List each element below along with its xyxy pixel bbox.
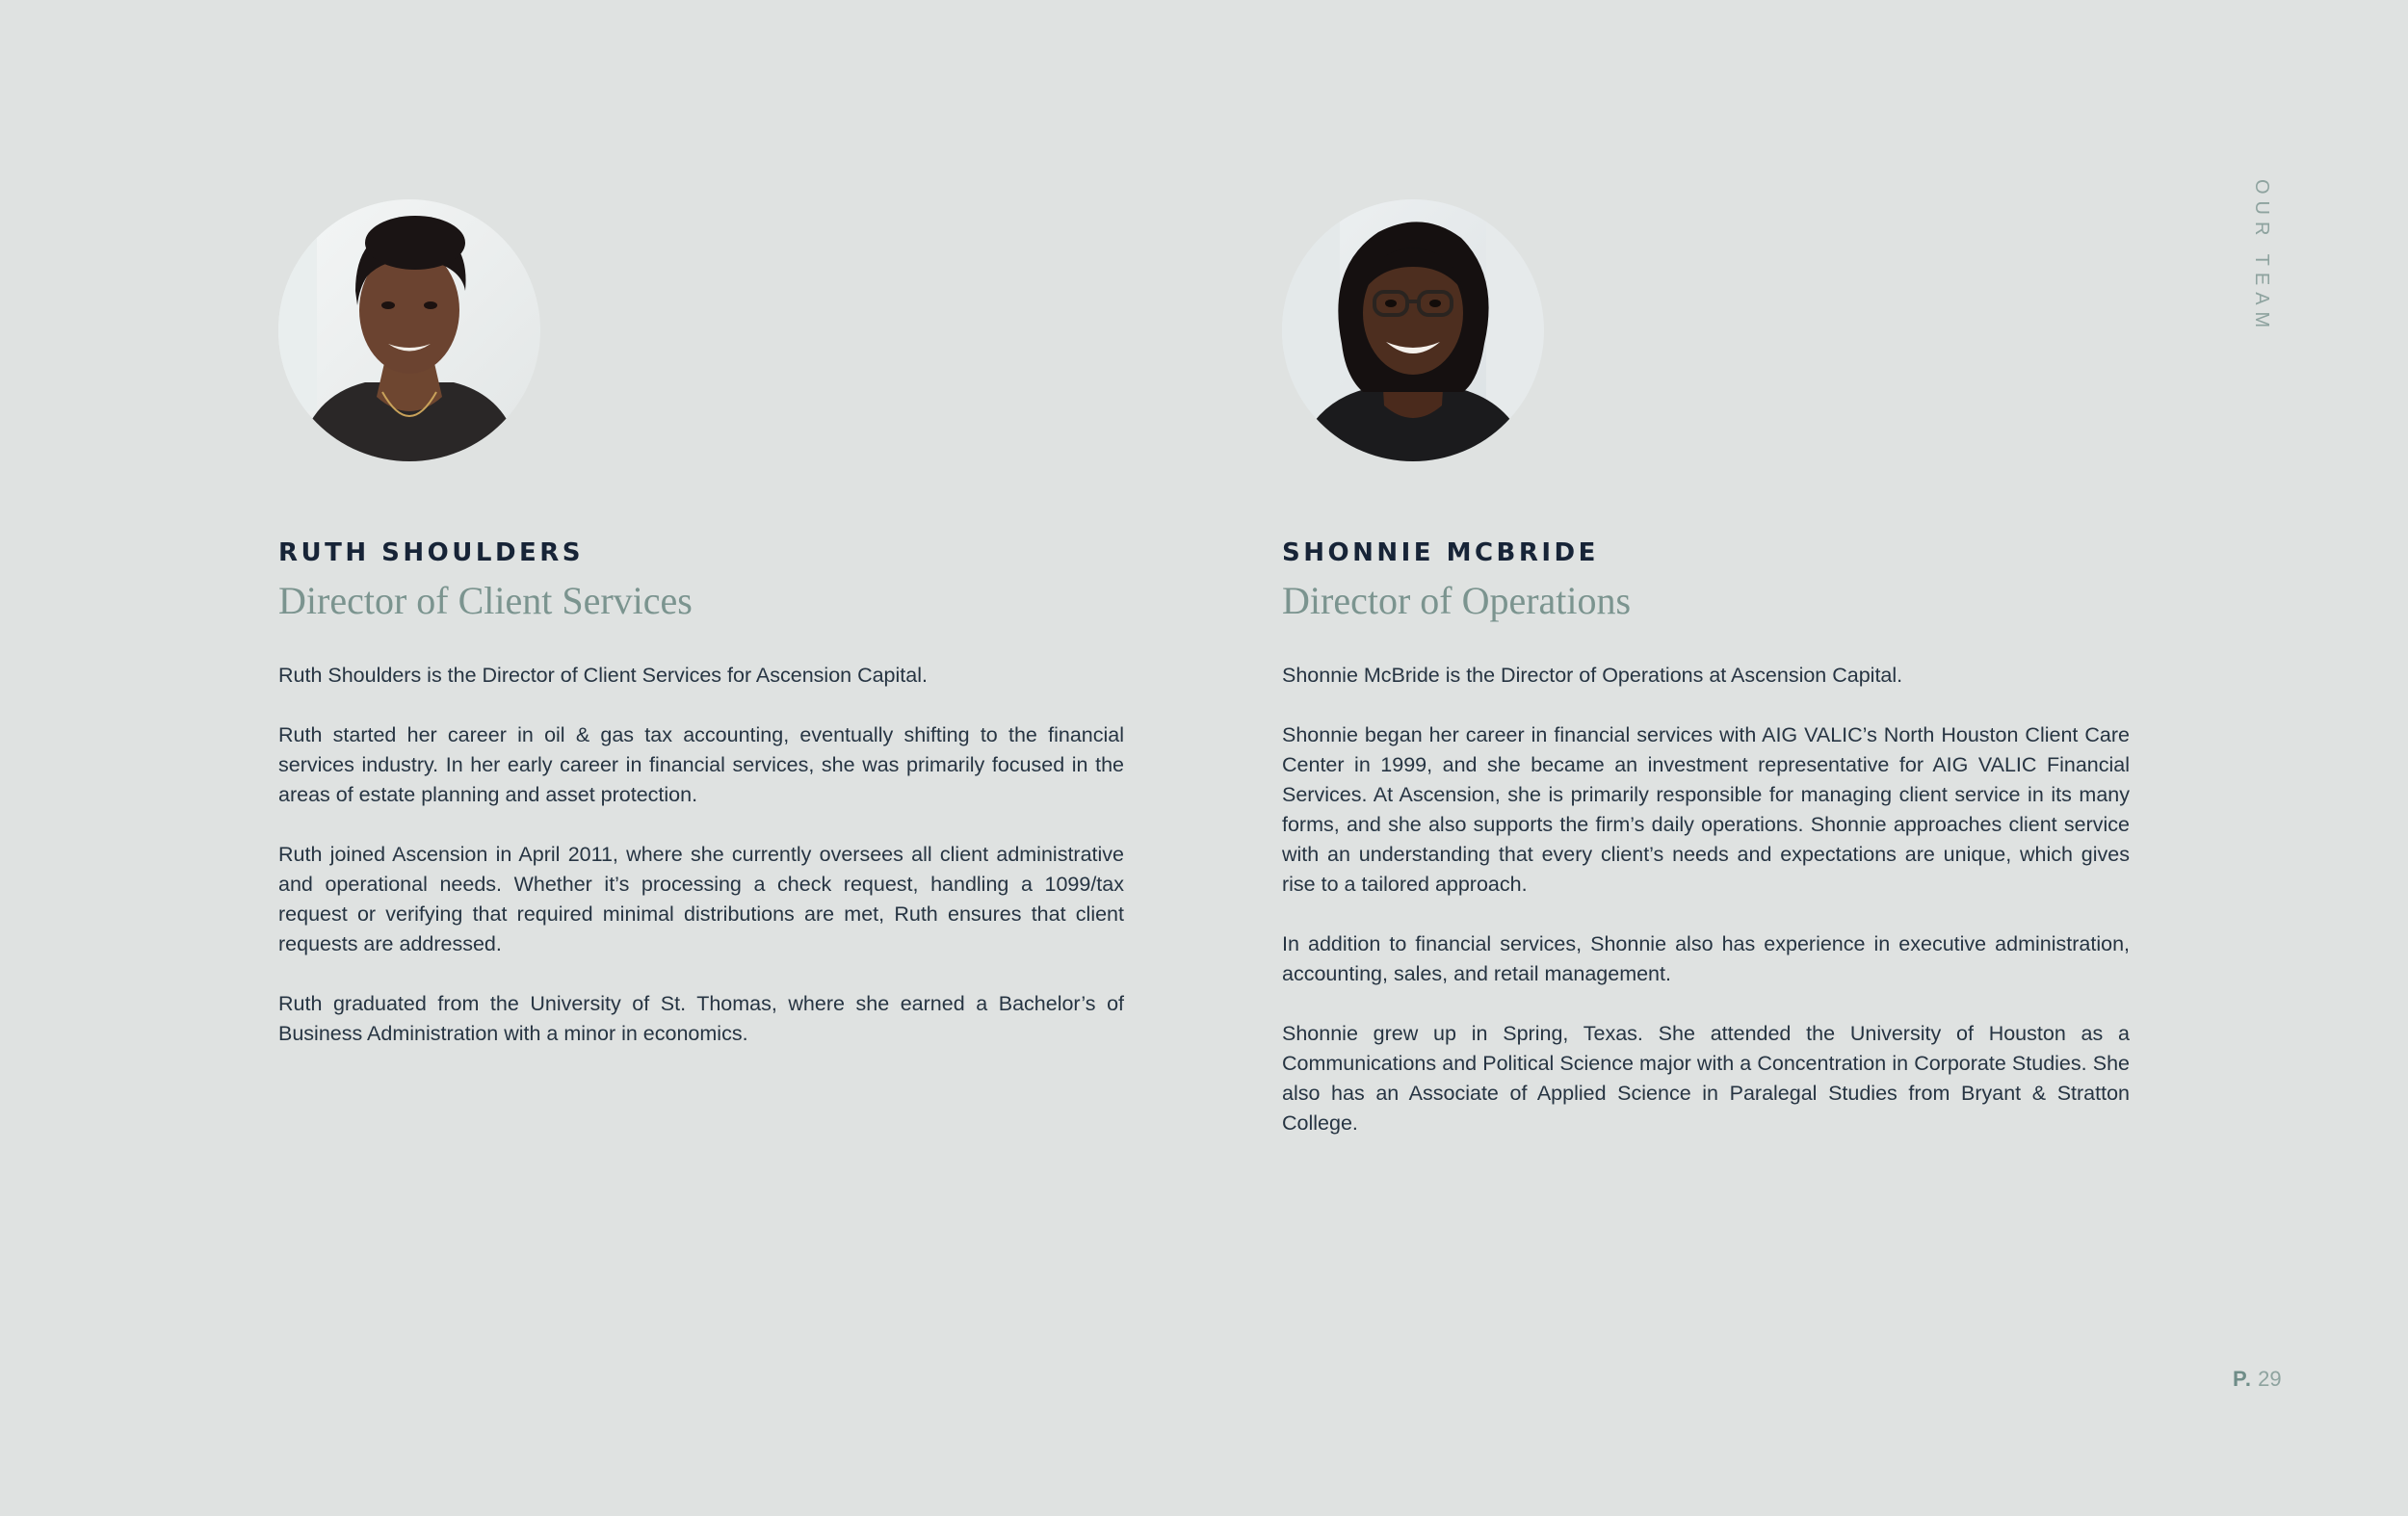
- member-bio: [1282, 661, 2130, 1138]
- portrait-shonnie-mcbride: [1282, 199, 1544, 461]
- member-title: Director of Operations: [1282, 579, 1632, 622]
- bio-paragraph: Ruth started her career in oil & gas tax accounting, eventually shifting to the financial services industry. In her early career in financial services, she was primarily focused in the areas of estate planning and asset protection.: [278, 723, 1124, 806]
- page-number: [2233, 1367, 2282, 1392]
- bio-paragraph: Ruth joined Ascension in April 2011, where she currently oversees all client administrative and operational needs. Whether it’s processing a check request, handling a 1099/tax request or verifying that required minimal distributions are met, Ruth ensures that client requests are addressed.: [278, 843, 1124, 955]
- team-member-ruth-shoulders: [278, 199, 1124, 1079]
- member-bio: [278, 661, 1124, 1049]
- section-label: OUR TEAM: [2251, 179, 2272, 335]
- bio-paragraph: Shonnie McBride is the Director of Operations at Ascension Capital.: [1282, 664, 1903, 687]
- member-title: Director of Client Services: [278, 579, 693, 622]
- team-member-shonnie-mcbride: [1282, 199, 2130, 1168]
- bio-paragraph: In addition to financial services, Shonnie also has experience in executive administration, accounting, sales, and retail management.: [1282, 932, 2130, 985]
- bio-paragraph: Ruth Shoulders is the Director of Client Services for Ascension Capital.: [278, 664, 928, 687]
- page-number-value: 29: [2258, 1367, 2282, 1391]
- portrait-ruth-shoulders: [278, 199, 540, 461]
- page-prefix: P.: [2233, 1367, 2252, 1391]
- member-name: RUTH SHOULDERS: [278, 538, 585, 567]
- member-name: SHONNIE MCBRIDE: [1282, 538, 1599, 567]
- bio-paragraph: Shonnie grew up in Spring, Texas. She attended the University of Houston as a Communications and Political Science major with a Concentration in Corporate Studies. She also has an Associate of Applied Science in Paralegal Studies from Bryant & Stratton College.: [1282, 1022, 2130, 1135]
- bio-paragraph: Ruth graduated from the University of St. Thomas, where she earned a Bachelor’s of Business Administration with a minor in economics.: [278, 992, 1124, 1045]
- bio-paragraph: Shonnie began her career in financial services with AIG VALIC’s North Houston Client Care Center in 1999, and she became an investment representative for AIG VALIC Financial Services. At Ascension, she is primarily responsible for managing client service in its many forms, and she also supports the firm’s daily operations. Shonnie approaches client service with an understanding that every client’s needs and expectations are unique, which gives rise to a tailored approach.: [1282, 723, 2130, 896]
